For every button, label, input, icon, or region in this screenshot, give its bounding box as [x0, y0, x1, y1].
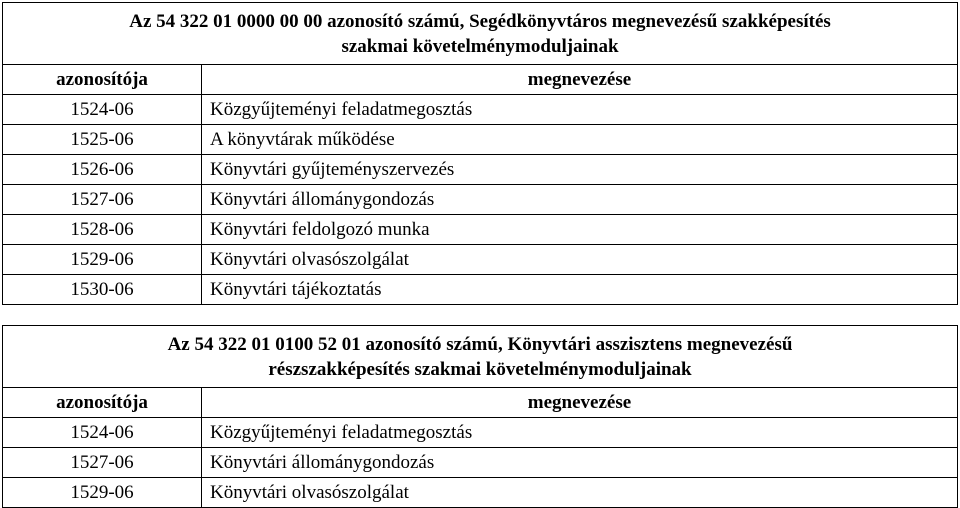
module-code: 1525-06 [3, 125, 202, 155]
module-name: Közgyűjteményi feladatmegosztás [202, 95, 958, 125]
module-code: 1527-06 [3, 448, 202, 478]
table-title-line-2: részszakképesítés szakmai követelménymoduljainak [268, 359, 692, 380]
module-name: Könyvtári gyűjteményszervezés [202, 155, 958, 185]
table-title [3, 326, 958, 388]
module-code: 1524-06 [3, 95, 202, 125]
table-title [3, 3, 958, 65]
partial-qualification-modules-table [2, 325, 958, 508]
table-row [3, 125, 958, 155]
qualification-modules-table [2, 2, 958, 305]
module-code: 1526-06 [3, 155, 202, 185]
module-name: Könyvtári állománygondozás [202, 448, 958, 478]
module-name: Könyvtári olvasószolgálat [202, 478, 958, 508]
module-code: 1529-06 [3, 478, 202, 508]
table-row [3, 448, 958, 478]
table-title-row [3, 3, 958, 65]
column-header-name: megnevezése [202, 388, 958, 418]
module-name: Könyvtári tájékoztatás [202, 275, 958, 305]
table-row [3, 95, 958, 125]
table-row [3, 185, 958, 215]
module-name: Közgyűjteményi feladatmegosztás [202, 418, 958, 448]
table-header-row [3, 388, 958, 418]
table-row [3, 215, 958, 245]
table-row [3, 275, 958, 305]
module-name: Könyvtári feldolgozó munka [202, 215, 958, 245]
table-row [3, 478, 958, 508]
module-name: Könyvtári olvasószolgálat [202, 245, 958, 275]
module-name: A könyvtárak működése [202, 125, 958, 155]
table-row [3, 418, 958, 448]
column-header-code: azonosítója [3, 65, 202, 95]
module-code: 1524-06 [3, 418, 202, 448]
table-row [3, 245, 958, 275]
column-header-name: megnevezése [202, 65, 958, 95]
column-header-code: azonosítója [3, 388, 202, 418]
module-code: 1528-06 [3, 215, 202, 245]
table-title-line-1: Az 54 322 01 0000 00 00 azonosító számú, Segédkönyvtáros megnevezésű szakképesítés [129, 11, 831, 32]
module-code: 1530-06 [3, 275, 202, 305]
table-title-row [3, 326, 958, 388]
module-code: 1527-06 [3, 185, 202, 215]
table-header-row [3, 65, 958, 95]
table-row [3, 155, 958, 185]
module-code: 1529-06 [3, 245, 202, 275]
table-title-line-1: Az 54 322 01 0100 52 01 azonosító számú, Könyvtári asszisztens megnevezésű [167, 334, 793, 355]
module-name: Könyvtári állománygondozás [202, 185, 958, 215]
table-title-line-2: szakmai követelménymoduljainak [341, 36, 619, 57]
